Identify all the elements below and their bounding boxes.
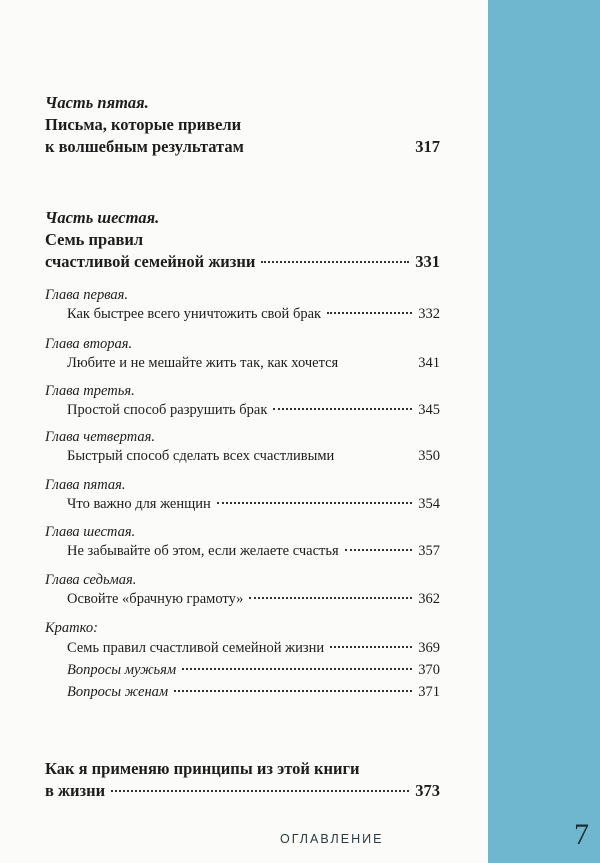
chapter-7-entry xyxy=(67,589,440,609)
dot-leader xyxy=(273,408,412,410)
final-title-line2 xyxy=(45,780,440,802)
page-folio: 7 xyxy=(574,818,589,851)
chapter-2-entry xyxy=(67,353,440,373)
part-6-label: Часть шестая. xyxy=(45,208,160,227)
part-6-title-text: счастливой семейной жизни xyxy=(45,252,256,271)
dot-leader xyxy=(217,502,412,504)
summary-label: Кратко: xyxy=(45,620,98,636)
chapter-3-page-number: 345 xyxy=(418,402,440,418)
toc-part-5[interactable] xyxy=(45,92,440,158)
toc-part-6[interactable] xyxy=(45,207,440,273)
chapter-3-title: Простой способ разрушить брак xyxy=(67,402,268,418)
summary-item-2-title: Вопросы мужьям xyxy=(67,662,177,678)
summary-item-3-title: Вопросы женам xyxy=(67,684,169,700)
part-6-title-line2 xyxy=(45,251,440,273)
summary-item-1-title: Семь правил счастливой семейной жизни xyxy=(67,640,325,656)
chapter-6-title: Не забывайте об этом, если желаете счастья xyxy=(67,543,339,559)
summary-item-1[interactable] xyxy=(67,637,440,659)
chapter-4-entry xyxy=(67,446,440,466)
toc-chapter-6[interactable] xyxy=(45,523,440,561)
chapter-5-title: Что важно для женщин xyxy=(67,496,211,512)
chapter-3-label: Глава третья. xyxy=(45,383,135,399)
chapter-4-page-number: 350 xyxy=(418,448,440,464)
toc-chapter-4[interactable] xyxy=(45,428,440,466)
chapter-5-page-number: 354 xyxy=(418,496,440,512)
summary-item-2-page-number: 370 xyxy=(418,662,440,678)
chapter-2-title: Любите и не мешайте жить так, как хочется xyxy=(67,355,339,371)
dot-leader xyxy=(330,646,412,648)
summary-item-2[interactable] xyxy=(67,659,440,681)
part-5-label: Часть пятая. xyxy=(45,93,149,112)
chapter-2-label: Глава вторая. xyxy=(45,336,133,352)
summary-item-3[interactable] xyxy=(67,681,440,703)
dot-leader xyxy=(174,690,412,692)
chapter-5-label: Глава пятая. xyxy=(45,477,126,493)
chapter-1-label: Глава первая. xyxy=(45,287,129,303)
toc-summary[interactable] xyxy=(45,619,440,703)
dot-leader xyxy=(261,261,409,263)
chapter-5-entry xyxy=(67,494,440,514)
chapter-7-page-number: 362 xyxy=(418,591,440,607)
part-5-title-line1: Письма, которые привели xyxy=(45,115,242,134)
running-footer-section: ОГЛАВЛЕНИЕ xyxy=(280,832,384,846)
final-title-text: в жизни xyxy=(45,781,106,800)
toc-chapter-5[interactable] xyxy=(45,476,440,514)
chapter-6-entry xyxy=(67,541,440,561)
part-6-title-line1: Семь правил xyxy=(45,230,144,249)
summary-item-1-page-number: 369 xyxy=(418,640,440,656)
dot-leader xyxy=(182,668,412,670)
toc-chapter-7[interactable] xyxy=(45,571,440,609)
part-6-page-number: 331 xyxy=(415,252,440,271)
dot-leader xyxy=(327,312,412,314)
chapter-7-title: Освойте «брачную грамоту» xyxy=(67,591,244,607)
toc-final-entry[interactable] xyxy=(45,758,440,802)
chapter-2-page-number: 341 xyxy=(418,355,440,371)
part-5-page-number: 317 xyxy=(415,137,440,156)
toc-chapter-1[interactable] xyxy=(45,286,440,324)
toc-chapter-2[interactable] xyxy=(45,335,440,373)
chapter-1-entry xyxy=(67,304,440,324)
chapter-4-label: Глава четвертая. xyxy=(45,429,155,445)
chapter-6-label: Глава шестая. xyxy=(45,524,136,540)
final-page-number: 373 xyxy=(415,781,440,800)
final-title-line1: Как я применяю принципы из этой книги xyxy=(45,759,360,778)
chapter-1-page-number: 332 xyxy=(418,306,440,322)
summary-item-3-page-number: 371 xyxy=(418,684,440,700)
chapter-7-label: Глава седьмая. xyxy=(45,572,137,588)
dot-leader xyxy=(249,597,412,599)
part-5-title-line2 xyxy=(45,136,440,158)
chapter-3-entry xyxy=(67,400,440,420)
chapter-1-title: Как быстрее всего уничтожить свой брак xyxy=(67,306,322,322)
chapter-4-title: Быстрый способ сделать всех счастливыми xyxy=(67,448,335,464)
dot-leader xyxy=(345,549,413,551)
toc-chapter-3[interactable] xyxy=(45,382,440,420)
dot-leader xyxy=(111,790,409,792)
part-5-title-text: к волшебным результатам xyxy=(45,137,244,156)
chapter-6-page-number: 357 xyxy=(418,543,440,559)
